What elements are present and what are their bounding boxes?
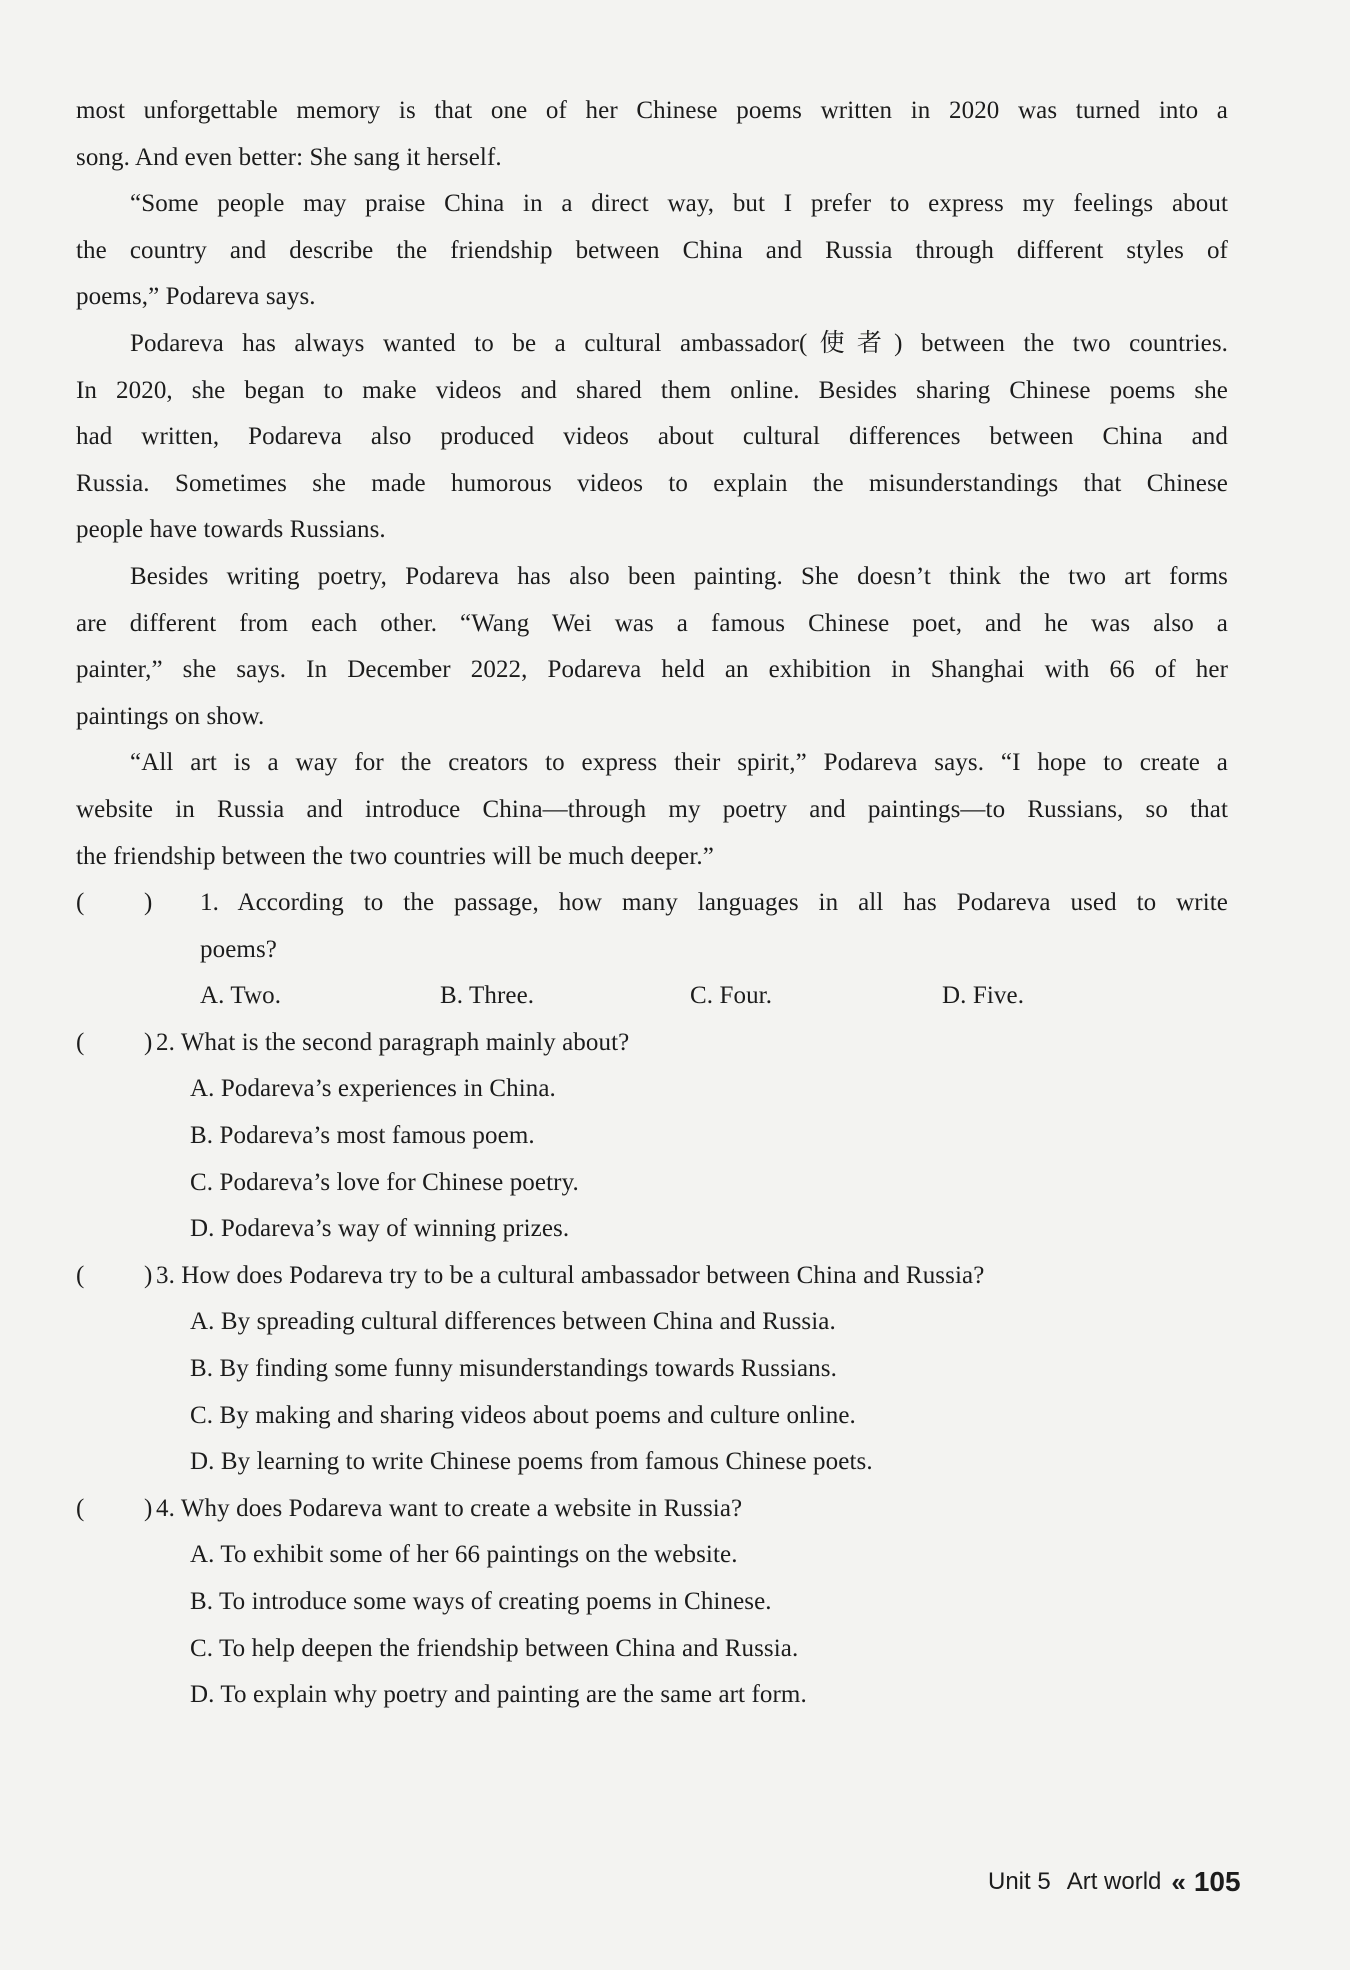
- option-b: B. Three.: [440, 982, 535, 1010]
- text-line: the friendship between the two countries will be much deeper.”: [76, 842, 714, 870]
- text-line: most unforgettable memory is that one of her Chinese poems written in 2020 was turned into a: [76, 97, 1228, 124]
- text-line: “Some people may praise China in a direct way, but I prefer to express my feelings about: [130, 190, 1228, 218]
- question-stem: [76, 1253, 1228, 1300]
- text-line: painter,” she says. In December 2022, Podareva held an exhibition in Shanghai with 66 of her: [76, 656, 1228, 684]
- unit-title: Art world: [1066, 1868, 1162, 1895]
- option-b: B. To introduce some ways of creating poems in Chinese.: [190, 1588, 772, 1615]
- text-line: paintings on show.: [76, 702, 265, 730]
- answer-blank-open: (: [76, 1028, 85, 1056]
- answer-blank-open: (: [76, 1494, 85, 1522]
- option-c: C. Four.: [690, 982, 773, 1010]
- paragraph-5: [76, 740, 1228, 880]
- question-4: [76, 1486, 1228, 1719]
- question-text: 2. What is the second paragraph mainly about?: [156, 1028, 630, 1056]
- question-stem: [76, 1486, 1228, 1533]
- option-d: D. Five.: [942, 982, 1025, 1010]
- option-c: C. Podareva’s love for Chinese poetry.: [190, 1168, 579, 1196]
- text-line: “All art is a way for the creators to express their spirit,” Podareva says. “I hope to create a: [130, 749, 1228, 777]
- option-c: C. To help deepen the friendship between China and Russia.: [190, 1634, 799, 1662]
- page-footer: [988, 1862, 1241, 1902]
- option-row: [76, 973, 1228, 1020]
- question-1: [76, 880, 1228, 1020]
- answer-blank-close: ): [144, 1494, 153, 1522]
- page-content: [76, 88, 1228, 1719]
- question-text: 3. How does Podareva try to be a cultural ambassador between China and Russia?: [156, 1261, 985, 1289]
- option-a: A. Two.: [200, 982, 282, 1010]
- text-line: Podareva has always wanted to be a cultural ambassador(使者) between the two countries.: [130, 329, 1228, 357]
- question-stem: [76, 1020, 1228, 1067]
- text-line: are different from each other. “Wang Wei was a famous Chinese poet, and he was also a: [76, 609, 1228, 637]
- paragraph-1: [76, 88, 1228, 181]
- question-3: [76, 1253, 1228, 1486]
- text-line: had written, Podareva also produced videos about cultural differences between China and: [76, 423, 1228, 451]
- double-chevron-left-icon: «: [1171, 1866, 1186, 1897]
- text-line: website in Russia and introduce China—through my poetry and paintings—to Russians, so that: [76, 795, 1228, 823]
- answer-blank-close: ): [144, 1261, 153, 1289]
- paragraph-4: [76, 554, 1228, 740]
- option-a: A. Podareva’s experiences in China.: [190, 1075, 556, 1103]
- option-b: B. By finding some funny misunderstandings towards Russians.: [190, 1355, 837, 1383]
- paragraph-2: [76, 181, 1228, 321]
- question-text: 4. Why does Podareva want to create a website in Russia?: [156, 1494, 743, 1522]
- answer-blank-close: ): [144, 889, 153, 917]
- text-line: Russia. Sometimes she made humorous videos to explain the misunderstandings that Chinese: [76, 469, 1228, 497]
- answer-blank-open: (: [76, 1261, 85, 1289]
- option-d: D. Podareva’s way of winning prizes.: [190, 1215, 570, 1243]
- answer-blank-close: ): [144, 1028, 153, 1056]
- option-d: D. By learning to write Chinese poems from famous Chinese poets.: [190, 1448, 873, 1476]
- answer-blank-open: (: [76, 889, 85, 917]
- option-a: A. By spreading cultural differences between China and Russia.: [190, 1308, 836, 1336]
- text-line: people have towards Russians.: [76, 516, 386, 544]
- option-c: C. By making and sharing videos about poems and culture online.: [190, 1401, 856, 1429]
- option-d: D. To explain why poetry and painting are the same art form.: [190, 1681, 807, 1709]
- text-line: In 2020, she began to make videos and shared them online. Besides sharing Chinese poems she: [76, 376, 1228, 404]
- text-line: Besides writing poetry, Podareva has also been painting. She doesn’t think the two art forms: [130, 562, 1228, 590]
- option-b: B. Podareva’s most famous poem.: [190, 1122, 535, 1150]
- option-a: A. To exhibit some of her 66 paintings on the website.: [190, 1541, 738, 1569]
- text-line: poems,” Podareva says.: [76, 283, 316, 311]
- text-line: song. And even better: She sang it herself.: [76, 143, 502, 171]
- text-line: the country and describe the friendship between China and Russia through different styles of: [76, 236, 1228, 264]
- unit-label: Unit 5: [988, 1868, 1051, 1895]
- question-text-continued: poems?: [200, 935, 277, 963]
- question-2: [76, 1020, 1228, 1253]
- question-text: 1. According to the passage, how many languages in all has Podareva used to write: [200, 889, 1228, 917]
- page-number: 105: [1193, 1866, 1241, 1897]
- paragraph-3: [76, 321, 1228, 554]
- question-stem: [76, 880, 1228, 927]
